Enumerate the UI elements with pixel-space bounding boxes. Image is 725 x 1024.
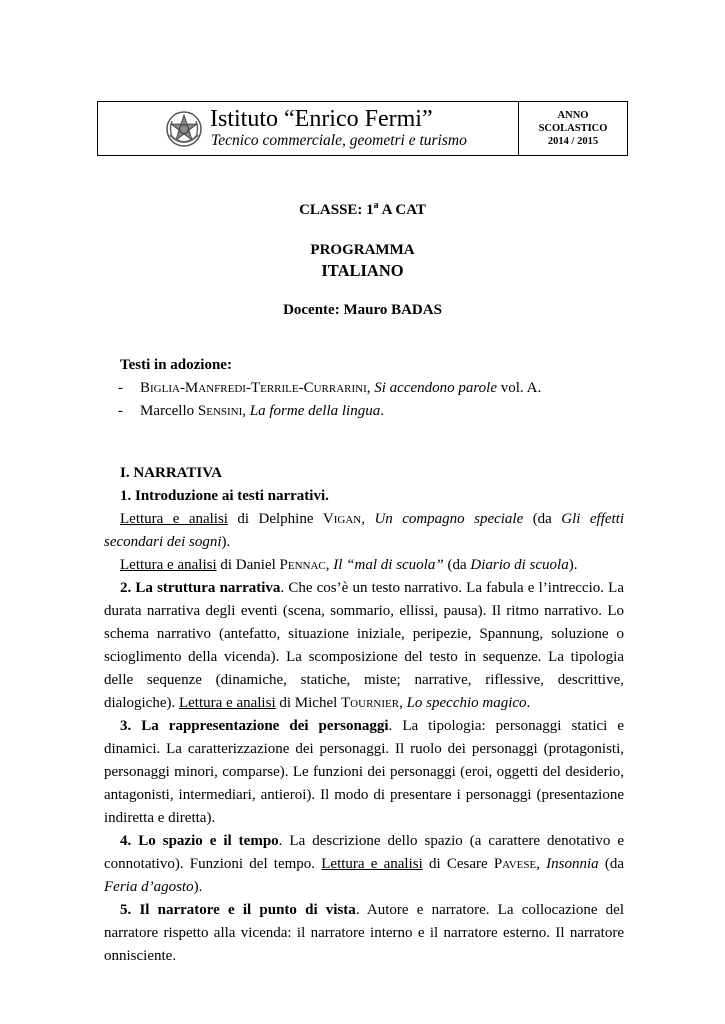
topic-paragraph: 4. Lo spazio e il tempo. La descrizione dello spazio (a carattere denotativo e connotativo). Funzioni del tempo. Lettura e analisi di Cesare Pavese, Insonnia (da Feria d’agosto).: [104, 833, 625, 895]
teacher-name: Docente: Mauro BADAS: [283, 302, 442, 318]
class-title: CLASSE: 1$^a$ A CAT: [299, 200, 426, 218]
textbook-item: - Marcello Sensini, La forme della lingua.: [118, 403, 384, 419]
textbook-item: - Biglia-Manfredi-Terrile-Currarini, Si accendono parole vol. A.: [118, 380, 542, 396]
school-year-block: [519, 102, 627, 155]
subject-title: ITALIANO: [321, 261, 404, 280]
year-label-2: SCOLASTICO: [538, 123, 608, 134]
reading-entry: Lettura e analisi di Daniel Pennac, Il “mal di scuola” (da Diario di scuola).: [120, 557, 578, 573]
reading-entry: Lettura e analisi di Delphine Vigan, Un compagno speciale (da Gli effetti secondari dei sogni).: [104, 511, 625, 550]
programma-title: PROGRAMMA: [310, 242, 415, 258]
institute-subtitle: Tecnico commerciale, geometri e turismo: [211, 132, 467, 149]
institute-block: [98, 102, 519, 155]
header-box: [97, 101, 628, 156]
topic-paragraph: 3. La rappresentazione dei personaggi. La tipologia: personaggi statici e dinamici. La caratterizzazione dei personaggi. Il ruolo dei personaggi (protagonisti, personaggi minori, comparse). Le funzioni dei personaggi (eroi, oggetti del desiderio, antagonisti, intermediari, antieroi). Il modo di presentare i personaggi (presentazione indiretta e diretta).: [104, 718, 624, 826]
topic-heading: 1. Introduzione ai testi narrativi.: [120, 488, 329, 504]
textbooks-section: [104, 354, 624, 423]
italian-emblem-icon: [164, 109, 204, 149]
program-content: [104, 462, 624, 968]
textbooks-heading: Testi in adozione:: [120, 357, 232, 373]
year-label-1: ANNO: [557, 110, 589, 121]
year-value: 2014 / 2015: [547, 136, 599, 147]
topic-paragraph: 2. La struttura narrativa. Che cos’è un testo narrativo. La fabula e l’intreccio. La durata narrativa degli eventi (scena, sommario, ellissi, pausa). Il ritmo narrativo. Lo schema narrativo (antefatto, situazione iniziale, peripezie, Spannung, soluzione o scioglimento della vicenda). La scomposizione del testo in sequenze. La tipologia delle sequenze (dinamiche, statiche, miste; narrative, riflessive, descrittive, dialogiche). Lettura e analisi di Michel Tournier, Lo specchio magico.: [104, 580, 624, 711]
topic-paragraph: 5. Il narratore e il punto di vista. Autore e narratore. La collocazione del narratore rispetto alla vicenda: il narratore interno e il narratore esterno. Il narratore onnisciente.: [104, 902, 624, 964]
section-heading: I. NARRATIVA: [120, 465, 222, 481]
institute-name: Istituto “Enrico Fermi”: [210, 106, 433, 132]
